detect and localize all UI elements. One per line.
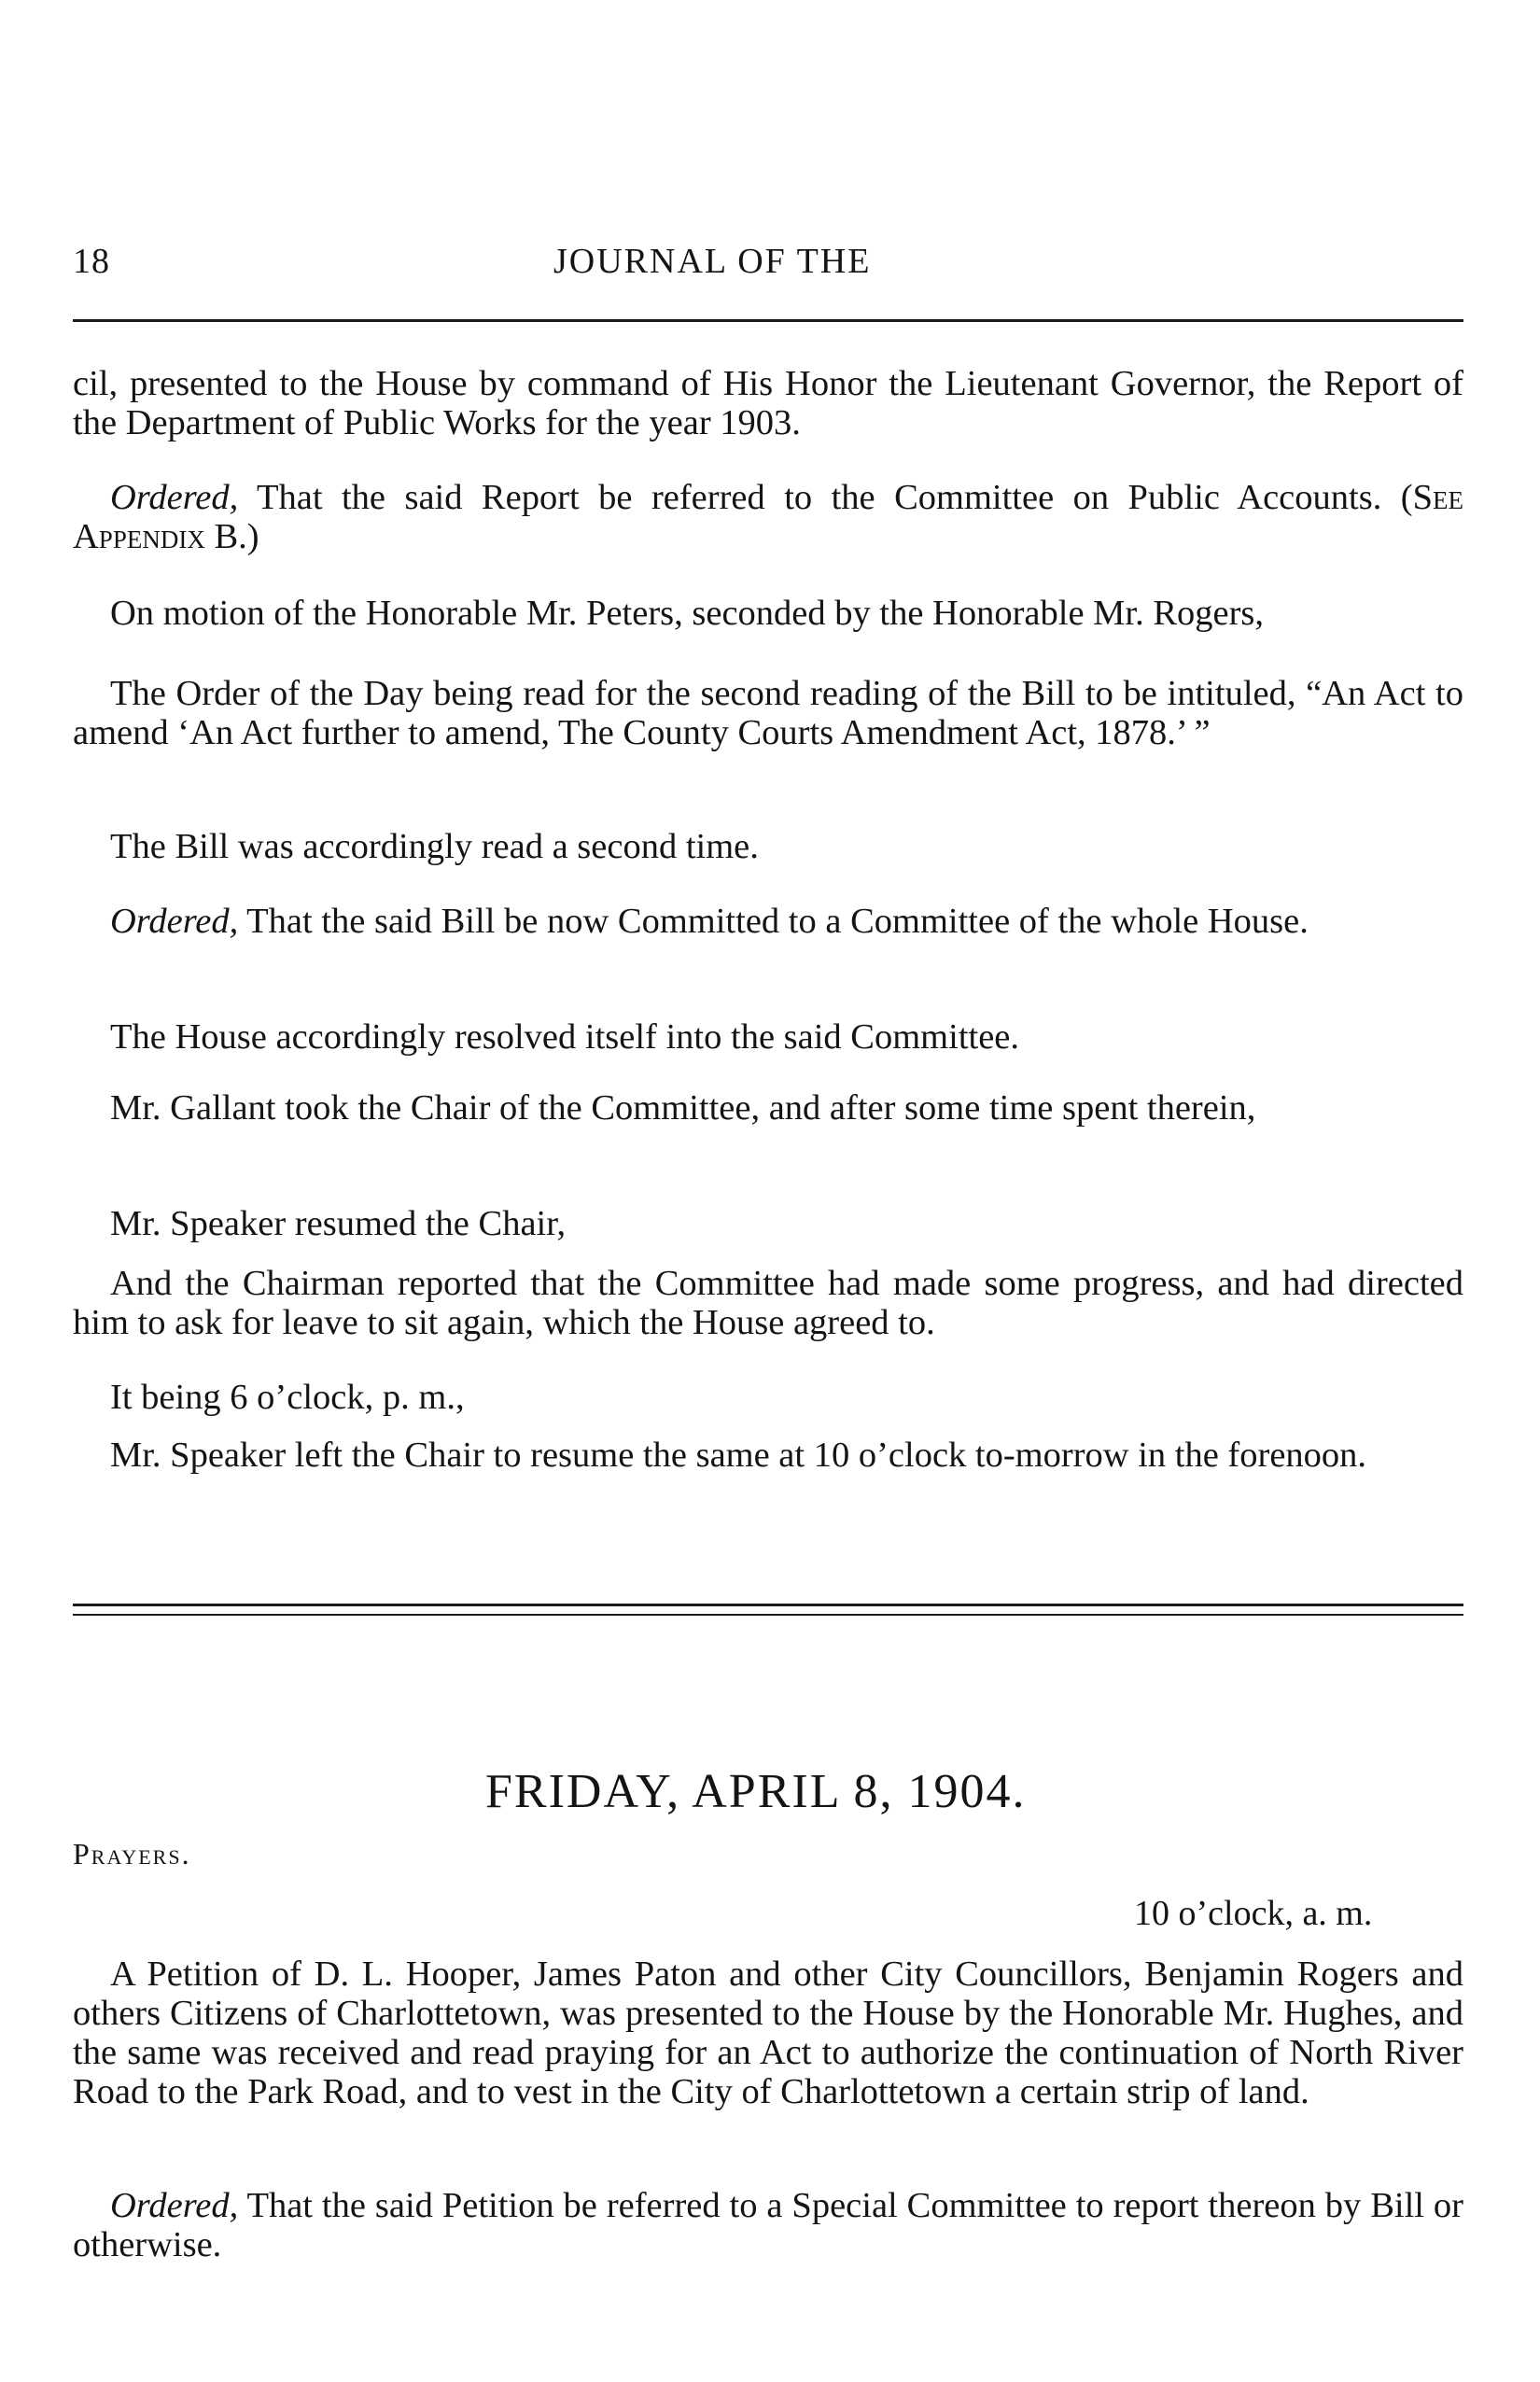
paragraph-petition (73, 1955, 1463, 2111)
paragraph-text: cil, presented to the House by command of His Honor the Lieutenant Governor, the Report of the Department of Public Works for the year 1903. (73, 364, 1463, 442)
paragraph-text: On motion of the Honorable Mr. Peters, seconded by the Honorable Mr. Rogers, (110, 594, 1265, 633)
ordered-lead: Ordered, (110, 2186, 239, 2225)
paragraph-ordered-committed (73, 902, 1463, 941)
paragraph-report-presented (73, 364, 1463, 442)
paragraph-ordered-report (73, 478, 1463, 556)
session-time: 10 o’clock, a. m. (1134, 1894, 1373, 1933)
section-divider (73, 1604, 1463, 1616)
paragraph-text: The House accordingly resolved itself into the said Committee. (110, 1017, 1020, 1057)
paragraph-text: The Bill was accordingly read a second time. (110, 827, 759, 866)
paragraph-motion (73, 594, 1463, 633)
ordered-lead: Ordered, (110, 478, 239, 517)
paragraph-ordered-petition (73, 2186, 1463, 2264)
page-number: 18 (73, 242, 110, 281)
prayers-label: Prayers. (73, 1837, 191, 1871)
paragraph-chairman-reported (73, 1264, 1463, 1342)
paragraph-speaker-resumed (73, 1204, 1463, 1243)
appendix-reference: See Appendix (73, 478, 1463, 556)
paragraph-text: Mr. Gallant took the Chair of the Committee, and after some time spent therein, (110, 1088, 1256, 1128)
paragraph-six-oclock (73, 1378, 1463, 1417)
paragraph-text: Mr. Speaker left the Chair to resume the same at 10 o’clock to-morrow in the forenoon. (110, 1436, 1367, 1475)
header-rule (73, 319, 1463, 322)
paragraph-order-of-day (73, 674, 1463, 752)
paragraph-speaker-left (73, 1436, 1463, 1475)
ordered-lead: Ordered, (110, 902, 239, 941)
paragraph-tail: B.) (204, 517, 259, 556)
paragraph-text: And the Chairman reported that the Committee had made some progress, and had directed him to ask for leave to sit again, which the House agreed to. (73, 1264, 1463, 1342)
day-heading: FRIDAY, APRIL 8, 1904. (485, 1765, 1027, 1818)
running-head (73, 241, 1463, 287)
paragraph-text: A Petition of D. L. Hooper, James Paton and other City Councillors, Benjamin Rogers and others Citizens of Charlottetown, was presented to the House by the Honorable Mr. Hughes, and the same was received and read praying for an Act to authorize the continuation of North River Road to the Park Road, and to vest in the City of Charlottetown a certain strip of land. (73, 1955, 1463, 2111)
paragraph-text: Mr. Speaker resumed the Chair, (110, 1204, 567, 1243)
paragraph-resolved (73, 1017, 1463, 1057)
paragraph-text: It being 6 o’clock, p. m., (110, 1378, 465, 1417)
paragraph-text: That the said Bill be now Committed to a Committee of the whole House. (238, 902, 1309, 941)
paragraph-text: The Order of the Day being read for the second reading of the Bill to be intituled, “An Act to amend ‘An Act further to amend, The County Courts Amendment Act, 1878.’ ” (73, 674, 1463, 752)
journal-title: JOURNAL OF THE (553, 242, 872, 281)
paragraph-text: That the said Petition be referred to a Special Committee to report thereon by Bill or otherwise. (73, 2186, 1463, 2264)
paragraph-text: That the said Report be referred to the Committee on Public Accounts. ( (238, 478, 1413, 517)
paragraph-second-reading (73, 827, 1463, 866)
paragraph-gallant-chair (73, 1088, 1463, 1128)
